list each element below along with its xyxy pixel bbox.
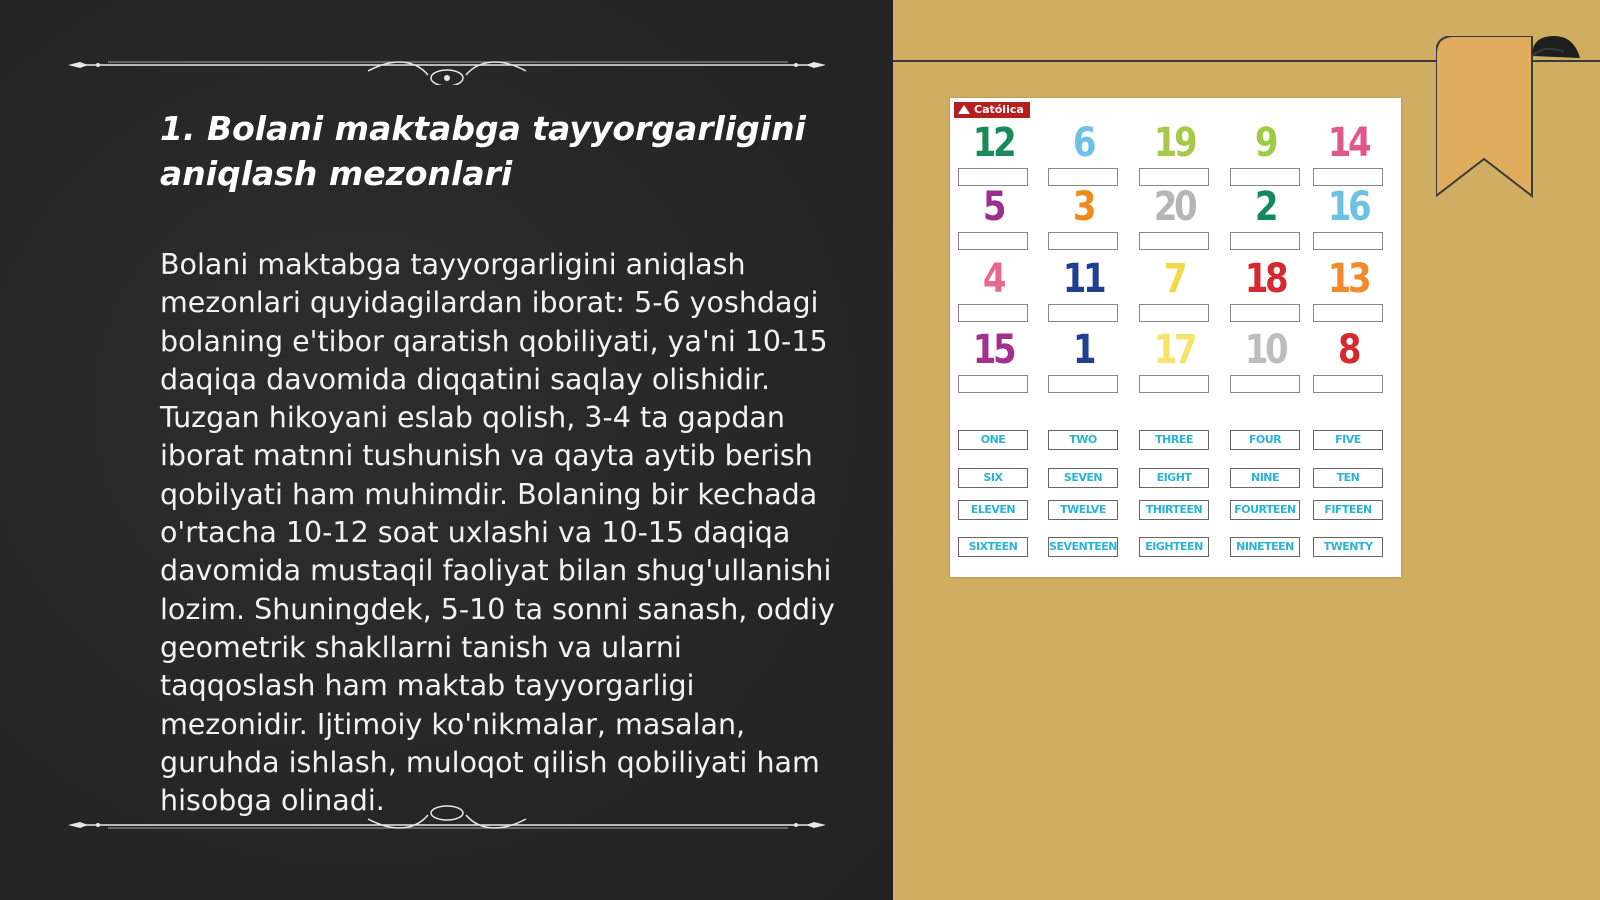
worksheet-number: 2 bbox=[1254, 184, 1276, 230]
worksheet-number-word: SIXTEEN bbox=[958, 537, 1028, 557]
worksheet-number: 3 bbox=[1072, 184, 1094, 230]
worksheet-answer-box bbox=[1139, 375, 1209, 393]
worksheet-number: 19 bbox=[1153, 120, 1195, 166]
worksheet-answer-box bbox=[958, 304, 1028, 322]
worksheet-number-cell bbox=[1230, 120, 1300, 190]
worksheet-number-cell bbox=[958, 327, 1028, 397]
worksheet-logo bbox=[954, 102, 1030, 118]
top-ornament-divider bbox=[68, 45, 826, 85]
worksheet-number-word: FIVE bbox=[1313, 430, 1383, 450]
worksheet-answer-box bbox=[1313, 375, 1383, 393]
worksheet-number: 17 bbox=[1153, 327, 1195, 373]
worksheet-number-cell bbox=[1139, 327, 1209, 397]
worksheet-number-word: SEVENTEEN bbox=[1048, 537, 1118, 557]
worksheet-number: 10 bbox=[1244, 327, 1286, 373]
worksheet-number: 5 bbox=[982, 184, 1004, 230]
worksheet-number-cell bbox=[1048, 256, 1118, 326]
worksheet-number: 12 bbox=[972, 120, 1014, 166]
worksheet-number-word: NINETEEN bbox=[1230, 537, 1300, 557]
worksheet-number-cell bbox=[1230, 327, 1300, 397]
worksheet-number-word: NINE bbox=[1230, 468, 1300, 488]
worksheet-number-cell bbox=[1313, 184, 1383, 254]
worksheet-number: 18 bbox=[1244, 256, 1286, 302]
worksheet-number-cell bbox=[1139, 256, 1209, 326]
bookmark-ribbon-icon bbox=[1436, 36, 1586, 201]
worksheet-answer-box bbox=[1230, 375, 1300, 393]
worksheet-number-word: EIGHT bbox=[1139, 468, 1209, 488]
worksheet-number: 9 bbox=[1254, 120, 1276, 166]
worksheet-number-cell bbox=[958, 184, 1028, 254]
worksheet-answer-box bbox=[958, 232, 1028, 250]
worksheet-answer-box bbox=[1048, 375, 1118, 393]
slide-title: 1. Bolani maktabga tayyorgarligini aniqlash mezonlari bbox=[160, 109, 806, 193]
worksheet-answer-box bbox=[1230, 304, 1300, 322]
logo-mark-icon bbox=[958, 105, 970, 114]
worksheet-number-cell bbox=[1048, 184, 1118, 254]
worksheet-number: 15 bbox=[972, 327, 1014, 373]
worksheet-answer-box bbox=[1139, 232, 1209, 250]
worksheet-number: 14 bbox=[1327, 120, 1369, 166]
worksheet-number-cell bbox=[1048, 327, 1118, 397]
worksheet-number: 4 bbox=[982, 256, 1004, 302]
numbers-worksheet-image bbox=[950, 98, 1401, 577]
worksheet-number-cell bbox=[1230, 256, 1300, 326]
worksheet-number-word: SIX bbox=[958, 468, 1028, 488]
worksheet-number-word: TEN bbox=[1313, 468, 1383, 488]
worksheet-number-word: FOURTEEN bbox=[1230, 500, 1300, 520]
worksheet-number: 1 bbox=[1072, 327, 1094, 373]
worksheet-number-cell bbox=[1313, 120, 1383, 190]
worksheet-answer-box bbox=[1048, 304, 1118, 322]
worksheet-number-word: TWO bbox=[1048, 430, 1118, 450]
worksheet-number-word: FIFTEEN bbox=[1313, 500, 1383, 520]
worksheet-number: 6 bbox=[1072, 120, 1094, 166]
worksheet-answer-box bbox=[1139, 304, 1209, 322]
worksheet-number-word: ONE bbox=[958, 430, 1028, 450]
worksheet-number-word: TWELVE bbox=[1048, 500, 1118, 520]
worksheet-number-word: FOUR bbox=[1230, 430, 1300, 450]
worksheet-number-word: SEVEN bbox=[1048, 468, 1118, 488]
worksheet-logo-text: Católica bbox=[974, 103, 1024, 116]
worksheet-number-word: TWENTY bbox=[1313, 537, 1383, 557]
worksheet-number-cell bbox=[1313, 327, 1383, 397]
worksheet-answer-box bbox=[1313, 304, 1383, 322]
slide-body-text: Bolani maktabga tayyorgarligini aniqlash mezonlari quyidagilardan iborat: 5-6 yoshdagi bolaning e'tibor qaratish qobiliyati, ya'ni 10-15 daqiqa davomida diqqatini saqlay olishidir. Tuzgan hikoyani eslab qolish, 3-4 ta gapdan iborat matnni tushunish va qayta aytib berish qobilyati ham muhimdir. Bolaning bir kechada o'rtacha 10-12 soat uxlashi va 10-15 daqiqa davomida mustaqil faoliyat bilan shug'ullanishi lozim. Shuningdek, 5-10 ta sonni sanash, oddiy geometrik shakllarni tanish va ularni taqqoslash ham maktab tayyorgarligi mezonidir. Ijtimoiy ko'nikmalar, masalan, guruhda ishlash, muloqot qilish qobiliyati ham hisobga olinadi. bbox=[160, 248, 835, 818]
worksheet-number: 20 bbox=[1153, 184, 1195, 230]
worksheet-number: 16 bbox=[1327, 184, 1369, 230]
worksheet-answer-box bbox=[958, 375, 1028, 393]
worksheet-answer-box bbox=[1313, 232, 1383, 250]
worksheet-number-cell bbox=[1139, 120, 1209, 190]
worksheet-number-cell bbox=[958, 120, 1028, 190]
worksheet-number: 13 bbox=[1327, 256, 1369, 302]
worksheet-number-word: THREE bbox=[1139, 430, 1209, 450]
worksheet-number-cell bbox=[958, 256, 1028, 326]
worksheet-number-word: EIGHTEEN bbox=[1139, 537, 1209, 557]
worksheet-number-cell bbox=[1230, 184, 1300, 254]
worksheet-number-word: ELEVEN bbox=[958, 500, 1028, 520]
worksheet-number: 11 bbox=[1062, 256, 1104, 302]
worksheet-number-cell bbox=[1048, 120, 1118, 190]
worksheet-answer-box bbox=[1230, 232, 1300, 250]
worksheet-answer-box bbox=[1048, 232, 1118, 250]
worksheet-number-cell bbox=[1313, 256, 1383, 326]
worksheet-number-word: THIRTEEN bbox=[1139, 500, 1209, 520]
worksheet-number: 8 bbox=[1337, 327, 1359, 373]
worksheet-number: 7 bbox=[1163, 256, 1185, 302]
worksheet-number-cell bbox=[1139, 184, 1209, 254]
